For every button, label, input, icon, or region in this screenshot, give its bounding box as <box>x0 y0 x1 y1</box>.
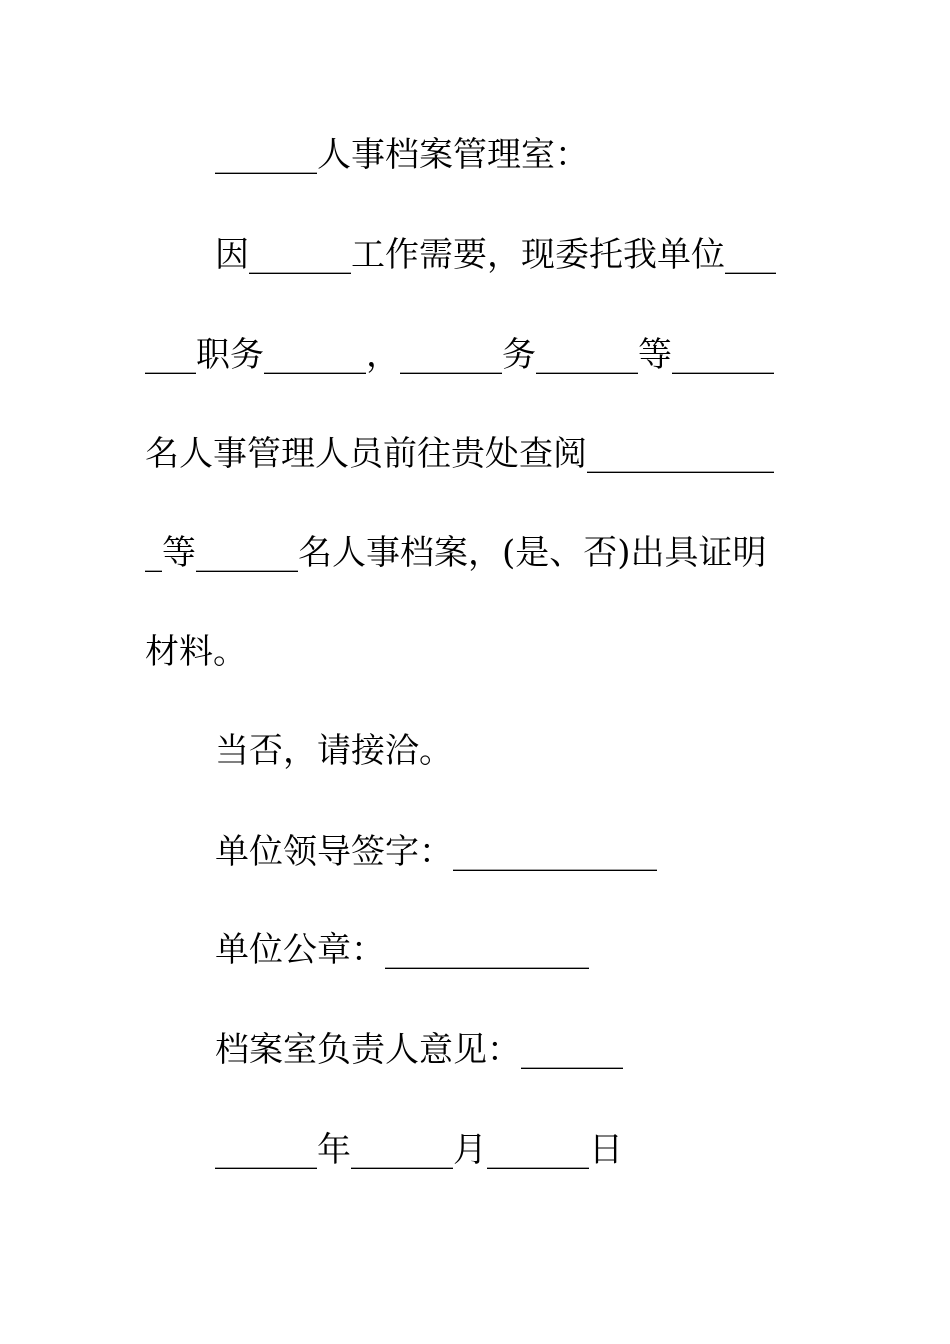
body-line-1: 因______工作需要，现委托我单位___ <box>215 235 776 275</box>
body-line-2: ___职务______，______务______等______ <box>145 335 774 375</box>
date-line: ______年______月______日 <box>215 1130 623 1170</box>
body-line-3: 名人事管理人员前往贵处查阅___________ <box>145 434 774 474</box>
archive-opinion-line: 档案室负责人意见：______ <box>215 1030 623 1070</box>
closing-line: 当否，请接洽。 <box>215 731 453 771</box>
unit-seal-line: 单位公章：____________ <box>215 930 589 970</box>
leader-signature-line: 单位领导签字：____________ <box>215 832 657 872</box>
body-line-4: _等______名人事档案，(是、否)出具证明 <box>145 533 767 573</box>
body-line-5: 材料。 <box>145 632 247 672</box>
addressee-line: ______人事档案管理室： <box>215 135 589 175</box>
